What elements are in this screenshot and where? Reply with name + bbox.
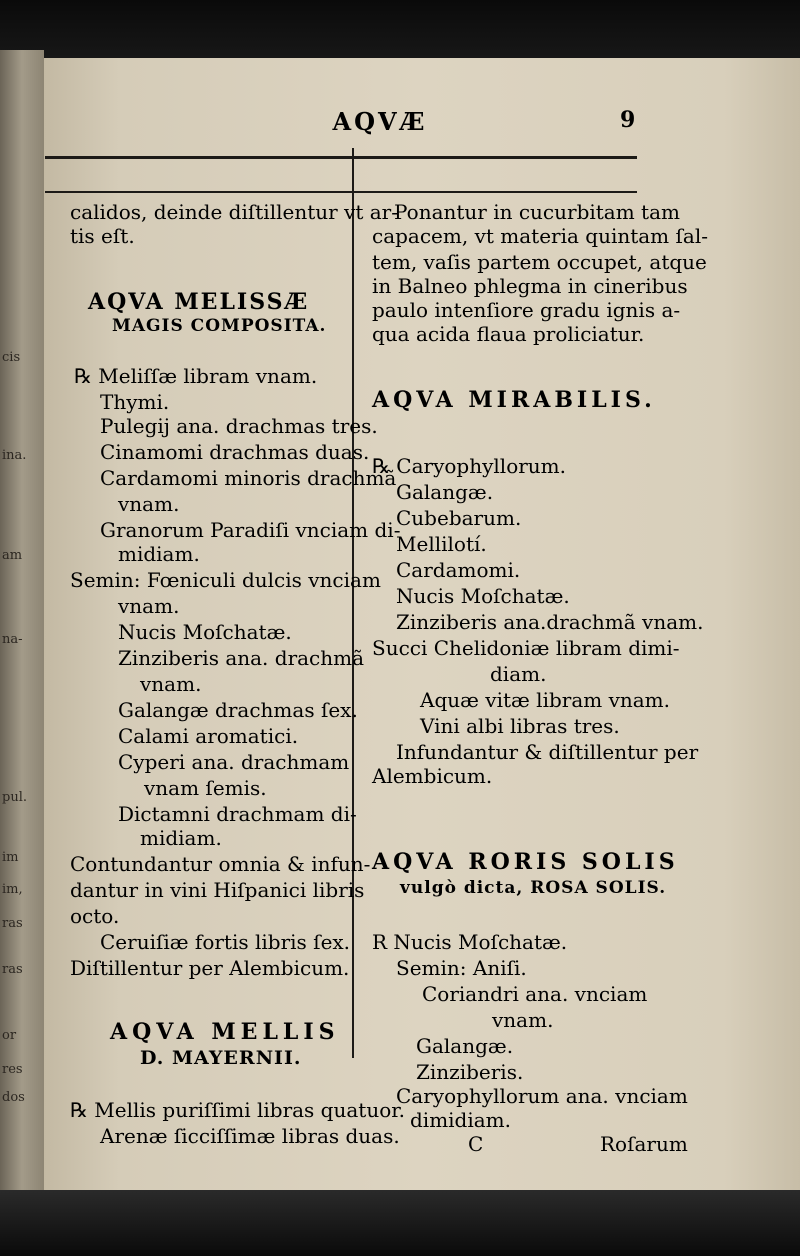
text-line: Arenæ ſicciſſimæ libras duas. bbox=[100, 1124, 400, 1148]
text-line: vnam ſemis. bbox=[144, 776, 267, 800]
text-line: Semin: Fœniculi dulcis vnciam bbox=[70, 568, 381, 592]
text-line: Zinziberis ana.drachmã vnam. bbox=[396, 610, 704, 634]
text-line: Coriandri ana. vnciam bbox=[422, 982, 648, 1006]
text-line: ℞ Caryophyllorum. bbox=[372, 454, 566, 478]
margin-fragment: im bbox=[2, 850, 19, 865]
text-line: octo. bbox=[70, 904, 120, 928]
margin-fragment: am bbox=[2, 548, 23, 563]
text-line: Granorum Paradiſi vnciam di- bbox=[100, 518, 401, 542]
text-line: R Nucis Moſchatæ. bbox=[372, 930, 568, 954]
text-line: Mellilotí. bbox=[396, 532, 487, 556]
text-line: midiam. bbox=[118, 542, 200, 566]
text-line: capacem, vt materia quintam ſal- bbox=[372, 224, 708, 248]
text-line: Galangæ. bbox=[396, 480, 494, 504]
text-line: Ceruiſiæ fortis libris ſex. bbox=[100, 930, 351, 954]
text-line: dantur in vini Hiſpanici libris bbox=[70, 878, 365, 902]
catchword: Roſarum bbox=[600, 1132, 688, 1156]
text-line: Caryophyllorum ana. vnciam bbox=[396, 1084, 688, 1108]
text-line: Dictamni drachmam di- bbox=[118, 802, 357, 826]
text-line: paulo intenſiore gradu ignis a- bbox=[372, 298, 681, 322]
text-line: vnam. bbox=[118, 492, 180, 516]
text-line: Cubebarum. bbox=[396, 506, 522, 530]
text-line: vnam. bbox=[492, 1008, 554, 1032]
text-line: Calami aromatici. bbox=[118, 724, 299, 748]
text-line: dimidiam. bbox=[410, 1108, 512, 1132]
text-line: Cinamomi drachmas duas. bbox=[100, 440, 370, 464]
recipe-subheading: MAGIS COMPOSITA. bbox=[112, 316, 327, 336]
recipe-subheading: D. MAYERNII. bbox=[140, 1047, 302, 1069]
adjacent-page-edge bbox=[0, 50, 44, 1200]
text-line: Alembicum. bbox=[372, 764, 493, 788]
margin-fragment: pul. bbox=[2, 790, 27, 805]
text-line: Galangæ drachmas ſex. bbox=[118, 698, 358, 722]
margin-fragment: or bbox=[2, 1028, 17, 1043]
text-line: Zinziberis ana. drachmã bbox=[118, 646, 365, 670]
header-rule-bottom bbox=[45, 191, 637, 193]
text-line: Pulegij ana. drachmas tres. bbox=[100, 414, 378, 438]
text-line: tem, vaſis partem occupet, atque bbox=[372, 250, 707, 274]
text-line: diam. bbox=[490, 662, 547, 686]
text-line: vnam. bbox=[118, 594, 180, 618]
recipe-heading: AQVA RORIS SOLIS bbox=[372, 849, 679, 875]
dark-background-bottom bbox=[0, 1190, 800, 1256]
text-line: Cardamomi minoris drachmã bbox=[100, 466, 397, 490]
column-divider bbox=[352, 148, 354, 1058]
margin-fragment: dos bbox=[2, 1090, 25, 1105]
text-line: Diſtillentur per Alembicum. bbox=[70, 956, 350, 980]
text-line: Thymi. bbox=[100, 390, 170, 414]
margin-fragment: ras bbox=[2, 916, 23, 931]
text-line: qua acida flaua proliciatur. bbox=[372, 322, 645, 346]
text-line: Nucis Moſchatæ. bbox=[118, 620, 292, 644]
recipe-heading: AQVA MELLIS bbox=[110, 1019, 340, 1045]
margin-fragment: ina. bbox=[2, 448, 27, 463]
text-line: Cardamomi. bbox=[396, 558, 521, 582]
text-line: Contundantur omnia & infun- bbox=[70, 852, 371, 876]
page-number: 9 bbox=[620, 107, 636, 133]
text-line: ℞ Meliſſæ libram vnam. bbox=[74, 364, 318, 388]
recipe-subheading: vulgò dicta, ROSA SOLIS. bbox=[400, 878, 667, 898]
recipe-heading: AQVA MELISSÆ bbox=[88, 289, 310, 315]
text-line: Succi Chelidoniæ libram dimi- bbox=[372, 636, 680, 660]
text-line: Vini albi libras tres. bbox=[420, 714, 620, 738]
text-line: Zinziberis. bbox=[416, 1060, 524, 1084]
margin-fragment: res bbox=[2, 1062, 23, 1077]
margin-fragment: cis bbox=[2, 350, 21, 365]
text-line: in Balneo phlegma in cineribus bbox=[372, 274, 688, 298]
text-line: Nucis Moſchatæ. bbox=[396, 584, 570, 608]
text-line: midiam. bbox=[140, 826, 222, 850]
recipe-heading: AQVA MIRABILIS. bbox=[372, 387, 656, 413]
margin-fragment: na- bbox=[2, 632, 23, 647]
text-line: tis eſt. bbox=[70, 224, 135, 248]
text-line: Infundantur & diſtillentur per bbox=[396, 740, 699, 764]
text-line: Aquæ vitæ libram vnam. bbox=[420, 688, 670, 712]
margin-fragment: ras bbox=[2, 962, 23, 977]
text-line: Ponantur in cucurbitam tam bbox=[394, 200, 680, 224]
text-line: vnam. bbox=[140, 672, 202, 696]
header-rule-top bbox=[45, 156, 637, 159]
signature-mark: C bbox=[468, 1132, 484, 1156]
text-line: ℞ Mellis puriſſimi libras quatuor. bbox=[70, 1098, 405, 1122]
running-head: AQVÆ bbox=[332, 107, 428, 136]
text-line: Galangæ. bbox=[416, 1034, 514, 1058]
margin-fragment: im, bbox=[2, 882, 23, 897]
text-line: Semin: Aniſi. bbox=[396, 956, 527, 980]
text-line: Cyperi ana. drachmam bbox=[118, 750, 350, 774]
text-line: calidos, deinde diſtillentur vt ar- bbox=[70, 200, 398, 224]
